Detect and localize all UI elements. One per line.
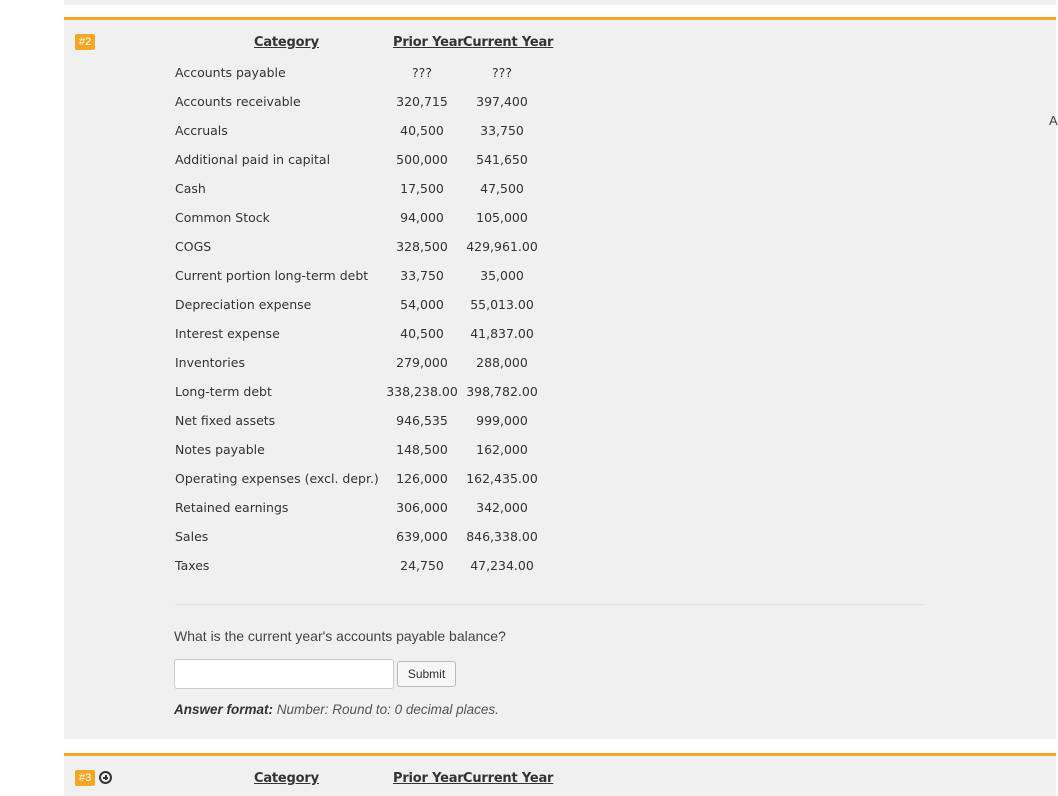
row-category: Additional paid in capital: [175, 152, 331, 167]
row-current-year: 398,782.00: [466, 384, 538, 399]
answer-format-label: Answer format:: [174, 702, 274, 717]
row-prior-year: 33,750: [400, 268, 444, 283]
row-prior-year: 320,715: [396, 94, 448, 109]
table-row: [64, 268, 664, 297]
row-current-year: 47,500: [480, 181, 524, 196]
row-prior-year: 279,000: [396, 355, 448, 370]
row-prior-year: 126,000: [396, 471, 448, 486]
row-prior-year: 306,000: [396, 500, 448, 515]
row-category: Common Stock: [175, 210, 270, 225]
table-row: [64, 239, 664, 268]
table-row: [64, 65, 664, 94]
table-row: [64, 355, 664, 384]
table-row: [64, 558, 664, 587]
row-category: Notes payable: [175, 442, 265, 457]
table-row: [64, 384, 664, 413]
row-prior-year: 338,238.00: [386, 384, 458, 399]
row-prior-year: 40,500: [400, 123, 444, 138]
row-current-year: 429,961.00: [466, 239, 538, 254]
column-header-category: Category: [254, 35, 319, 50]
expand-plus-icon[interactable]: [99, 771, 112, 784]
row-current-year: ???: [492, 65, 512, 80]
row-prior-year: 24,750: [400, 558, 444, 573]
row-current-year: 33,750: [480, 123, 524, 138]
row-category: Depreciation expense: [175, 297, 312, 312]
row-category: Current portion long-term debt: [175, 268, 369, 283]
table-row: [64, 413, 664, 442]
row-category: Net fixed assets: [175, 413, 276, 428]
divider: [175, 604, 925, 605]
row-prior-year: 54,000: [400, 297, 444, 312]
row-prior-year: 946,535: [396, 413, 448, 428]
table-row: [64, 210, 664, 239]
row-category: Accruals: [175, 123, 228, 138]
row-category: Accounts receivable: [175, 94, 301, 109]
question-3-panel: [64, 753, 1056, 796]
column-header-prior-year: Prior Year: [393, 35, 464, 50]
row-prior-year: 148,500: [396, 442, 448, 457]
table-row: [64, 442, 664, 471]
answer-format-text: Number: Round to: 0 decimal places.: [276, 702, 499, 717]
column-header-prior-year: Prior Year: [393, 771, 464, 786]
row-category: Long-term debt: [175, 384, 272, 399]
row-prior-year: 94,000: [400, 210, 444, 225]
column-header-current-year: Current Year: [463, 35, 554, 50]
row-current-year: 342,000: [476, 500, 528, 515]
row-current-year: 846,338.00: [466, 529, 538, 544]
row-prior-year: 639,000: [396, 529, 448, 544]
row-current-year: 47,234.00: [470, 558, 534, 573]
row-category: Operating expenses (excl. depr.): [175, 471, 379, 486]
top-strip: [64, 0, 1056, 5]
column-header-current-year: Current Year: [463, 771, 554, 786]
question-text: What is the current year's accounts payable balance?: [174, 628, 506, 644]
panel-accent-bar: [64, 753, 1056, 756]
row-category: Interest expense: [175, 326, 280, 341]
row-category: Retained earnings: [175, 500, 289, 515]
row-prior-year: 328,500: [396, 239, 448, 254]
table-row: [64, 500, 664, 529]
row-category: Cash: [175, 181, 206, 196]
answer-format: [174, 702, 499, 717]
row-current-year: 162,435.00: [466, 471, 538, 486]
row-current-year: 162,000: [476, 442, 528, 457]
table-row: [64, 123, 664, 152]
table-row: [64, 471, 664, 500]
edge-text: A: [1049, 113, 1058, 128]
row-prior-year: 40,500: [400, 326, 444, 341]
table-row: [64, 94, 664, 123]
row-current-year: 541,650: [476, 152, 528, 167]
question-number-badge: #3: [75, 770, 95, 786]
row-current-year: 105,000: [476, 210, 528, 225]
column-header-category: Category: [254, 771, 319, 786]
row-category: Sales: [175, 529, 209, 544]
submit-button[interactable]: Submit: [397, 661, 456, 687]
table-row: [64, 152, 664, 181]
row-current-year: 397,400: [476, 94, 528, 109]
row-category: Accounts payable: [175, 65, 286, 80]
row-prior-year: 500,000: [396, 152, 448, 167]
question-number-badge: #2: [75, 34, 95, 50]
panel-accent-bar: [64, 17, 1056, 20]
answer-input[interactable]: [174, 659, 394, 689]
row-prior-year: 17,500: [400, 181, 444, 196]
row-category: COGS: [175, 239, 212, 254]
row-current-year: 999,000: [476, 413, 528, 428]
table-row: [64, 297, 664, 326]
row-current-year: 288,000: [476, 355, 528, 370]
row-prior-year: ???: [412, 65, 432, 80]
row-category: Inventories: [175, 355, 245, 370]
row-category: Taxes: [175, 558, 210, 573]
table-row: [64, 326, 664, 355]
table-row: [64, 529, 664, 558]
row-current-year: 55,013.00: [470, 297, 534, 312]
table-row: [64, 181, 664, 210]
question-2-panel: [64, 17, 1056, 739]
row-current-year: 41,837.00: [470, 326, 534, 341]
row-current-year: 35,000: [480, 268, 524, 283]
